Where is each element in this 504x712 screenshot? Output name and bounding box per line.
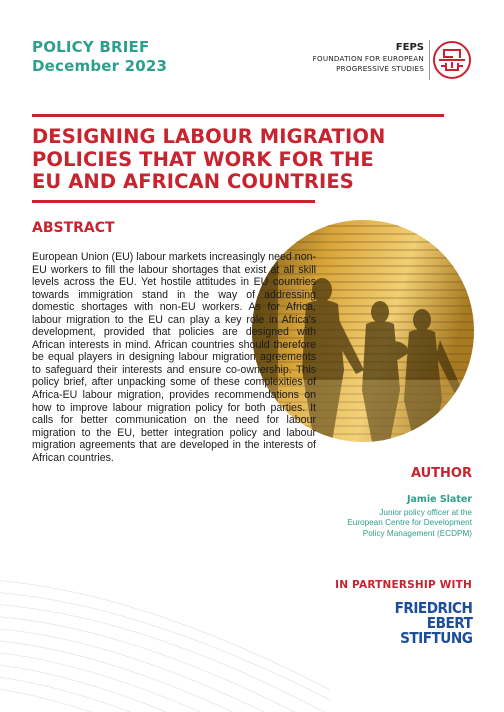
brief-label [32, 38, 167, 76]
feps-full-name-line2: PROGRESSIVE STUDIES [336, 63, 424, 73]
partnership-heading: IN PARTNERSHIP WITH [335, 579, 472, 591]
page-title [32, 126, 442, 194]
author-heading: AUTHOR [410, 466, 472, 481]
feps-seal-logo-icon [432, 40, 472, 80]
title-top-rule [32, 114, 444, 117]
decorative-background-lines [0, 520, 330, 712]
brief-type: POLICY BRIEF [32, 38, 150, 56]
fes-logo-line2: EBERT [426, 614, 472, 632]
title-bottom-rule [32, 200, 315, 203]
fes-logo-line3: STIFTUNG [399, 629, 472, 647]
author-role-line3: Policy Management (ECDPM) [362, 528, 472, 538]
title-line-1: DESIGNING LABOUR MIGRATION [32, 125, 386, 148]
author-role [272, 508, 472, 539]
author-name: Jamie Slater [406, 494, 472, 505]
fes-logo-line1: FRIEDRICH [394, 599, 472, 617]
author-role-line2: European Centre for Development [347, 518, 472, 528]
author-role-line1: Junior policy officer at the [379, 508, 472, 517]
fes-wordmark-logo-icon [394, 601, 472, 646]
abstract-heading: ABSTRACT [32, 220, 115, 236]
feps-abbreviation: FEPS [395, 42, 424, 53]
feps-name [313, 42, 424, 73]
feps-divider [429, 40, 430, 80]
abstract-body: European Union (EU) labour markets increasingly need non-EU workers to fill the labour shortages that exist at all skill levels across the EU. Yet hostile attitudes in EU countries towards immigration stand in the way of addressing domestic shortages with non-EU workers. As for Africa, labour migration to the EU can play a key role in Africa's development, provided that policies are designed with African interests in mind. African countries should therefore be equal players in designing labour migration agreements to safeguard their interests and ensure co-ownership. This policy brief, after unpacking some of these complexities of Africa-EU labour migration, provides recommendations on how to improve labour migration policy for both parties. It calls for better communication on the need for labour migration to the EU, better integration policy and labour migration agreements that are developed in the interests of African countries. [32, 251, 316, 464]
title-line-2: POLICIES THAT WORK FOR THE [32, 147, 374, 171]
title-line-3: EU AND AFRICAN COUNTRIES [32, 170, 354, 193]
feps-full-name-line1: FOUNDATION FOR EUROPEAN [312, 54, 424, 63]
brief-date: December 2023 [32, 57, 168, 75]
